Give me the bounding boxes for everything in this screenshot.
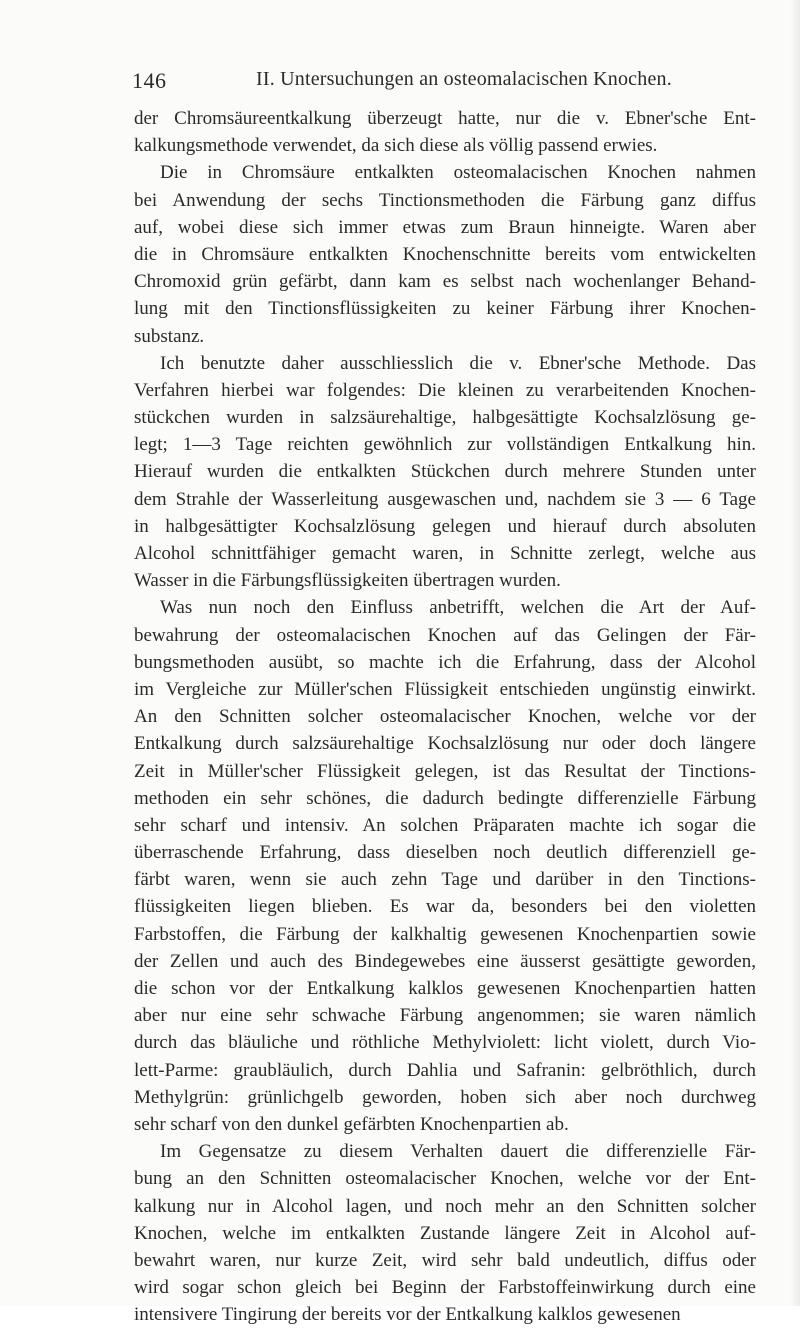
text-line: Verfahren hierbei war folgendes: Die kleinen zu verarbeitenden Knochen- bbox=[134, 379, 756, 401]
text-line: legt; 1—3 Tage reichten gewöhnlich zur vollständigen Entkalkung hin. bbox=[134, 434, 756, 456]
text-line: der Chromsäureentkalkung überzeugt hatte, nur die v. Ebner'sche Ent- bbox=[134, 108, 756, 129]
text-line: Was nun noch den Einfluss anbetrifft, welchen die Art der Auf- bbox=[160, 597, 756, 619]
text-line: Chromoxid grün gefärbt, dann kam es selbst nach wochenlanger Behand- bbox=[134, 271, 756, 293]
text-line: wird sogar schon gleich bei Beginn der Farbstoffeinwirkung durch eine bbox=[134, 1277, 756, 1299]
text-line: stückchen wurden in salzsäurehaltige, halbgesättigte Kochsalzlösung ge- bbox=[134, 407, 756, 429]
text-line: Hierauf wurden die entkalkten Stückchen durch mehrere Stunden unter bbox=[134, 461, 756, 483]
text-line: Methylgrün: grünlichgelb geworden, hoben sich aber noch durchweg bbox=[134, 1086, 756, 1108]
paragraph bbox=[134, 594, 756, 1138]
text-line: bewahrung der osteomalacischen Knochen auf das Gelingen der Fär- bbox=[134, 624, 756, 646]
text-line: bewahrt waren, nur kurze Zeit, wird sehr bald undeutlich, diffus oder bbox=[134, 1249, 756, 1271]
text-line: Farbstoffen, die Färbung der kalkhaltig gewesenen Knochenpartien sowie bbox=[134, 923, 756, 945]
text-line: Im Gegensatze zu diesem Verhalten dauert die differenzielle Fär- bbox=[160, 1141, 756, 1163]
text-line: substanz. bbox=[134, 325, 205, 347]
text-line: intensivere Tingirung der bereits vor der Entkalkung kalklos gewesenen bbox=[134, 1304, 681, 1326]
page-edge-shadow bbox=[790, 0, 800, 1306]
text-line: die in Chromsäure entkalkten Knochenschnitte bereits vom entwickelten bbox=[134, 243, 756, 265]
paragraph bbox=[134, 1138, 756, 1328]
text-line: überraschende Erfahrung, dass dieselben noch deutlich differenziell ge- bbox=[134, 842, 756, 864]
text-line: bung an den Schnitten osteomalacischer Knochen, welche vor der Ent- bbox=[134, 1168, 756, 1190]
text-line: im Vergleiche zur Müller'schen Flüssigkeit entschieden ungünstig einwirkt. bbox=[134, 678, 756, 700]
text-line: färbt waren, wenn sie auch zehn Tage und darüber in den Tinctions- bbox=[134, 869, 756, 891]
text-line: dem Strahle der Wasserleitung ausgewaschen und, nachdem sie 3 — 6 Tage bbox=[134, 488, 756, 510]
text-line: methoden ein sehr schönes, die dadurch bedingte differenzielle Färbung bbox=[134, 787, 756, 809]
text-line: Zeit in Müller'scher Flüssigkeit gelegen, ist das Resultat der Tinctions- bbox=[134, 760, 756, 782]
text-line: Entkalkung durch salzsäurehaltige Kochsalzlösung nur oder doch längere bbox=[134, 733, 756, 755]
body-text bbox=[134, 105, 756, 1328]
paragraph bbox=[134, 159, 756, 349]
text-line: kalkungsmethode verwendet, da sich diese als völlig passend erwies. bbox=[134, 135, 658, 157]
text-line: auf, wobei diese sich immer etwas zum Braun hinneigte. Waren aber bbox=[134, 216, 756, 238]
text-line: lett-Parme: graubläulich, durch Dahlia und Safranin: gelbröthlich, durch bbox=[134, 1059, 756, 1081]
text-line: Knochen, welche im entkalkten Zustande längere Zeit in Alcohol auf- bbox=[134, 1222, 756, 1244]
text-line: durch das bläuliche und röthliche Methylviolett: licht violett, durch Vio- bbox=[134, 1032, 756, 1054]
paragraph bbox=[134, 350, 756, 595]
paragraph bbox=[134, 105, 756, 159]
text-line: aber nur eine sehr schwache Färbung angenommen; sie waren nämlich bbox=[134, 1005, 756, 1027]
text-line: bei Anwendung der sechs Tinctionsmethoden die Färbung ganz diffus bbox=[134, 189, 756, 211]
text-line: An den Schnitten solcher osteomalacischer Knochen, welche vor der bbox=[134, 706, 756, 728]
text-line: sehr scharf und intensiv. An solchen Präparaten machte ich sogar die bbox=[134, 814, 756, 836]
text-line: flüssigkeiten liegen blieben. Es war da, besonders bei den violetten bbox=[134, 896, 756, 918]
text-line: Die in Chromsäure entkalkten osteomalacischen Knochen nahmen bbox=[160, 162, 756, 184]
text-line: Ich benutzte daher ausschliesslich die v. Ebner'sche Methode. Das bbox=[160, 352, 756, 374]
text-line: Wasser in die Färbungsflüssigkeiten übertragen wurden. bbox=[134, 570, 561, 592]
text-line: die schon vor der Entkalkung kalklos gewesenen Knochenpartien hatten bbox=[134, 978, 756, 999]
text-line: in halbgesättigter Kochsalzlösung gelegen und hierauf durch absoluten bbox=[134, 515, 756, 537]
page-header bbox=[132, 68, 752, 98]
text-line: sehr scharf von den dunkel gefärbten Knochenpartien ab. bbox=[134, 1113, 569, 1135]
page-number: 146 bbox=[132, 68, 167, 93]
text-line: Alcohol schnittfähiger gemacht waren, in Schnitte zerlegt, welche aus bbox=[134, 543, 756, 564]
text-line: der Zellen und auch des Bindegewebes eine äusserst gesättigte geworden, bbox=[134, 950, 756, 972]
text-line: kalkung nur in Alcohol lagen, und noch mehr an den Schnitten solcher bbox=[134, 1195, 756, 1217]
running-title: II. Untersuchungen an osteomalacischen Knochen. bbox=[256, 68, 672, 90]
text-line: bungsmethoden ausübt, so machte ich die Erfahrung, dass der Alcohol bbox=[134, 651, 756, 673]
text-line: lung mit den Tinctionsflüssigkeiten zu keiner Färbung ihrer Knochen- bbox=[134, 298, 756, 320]
